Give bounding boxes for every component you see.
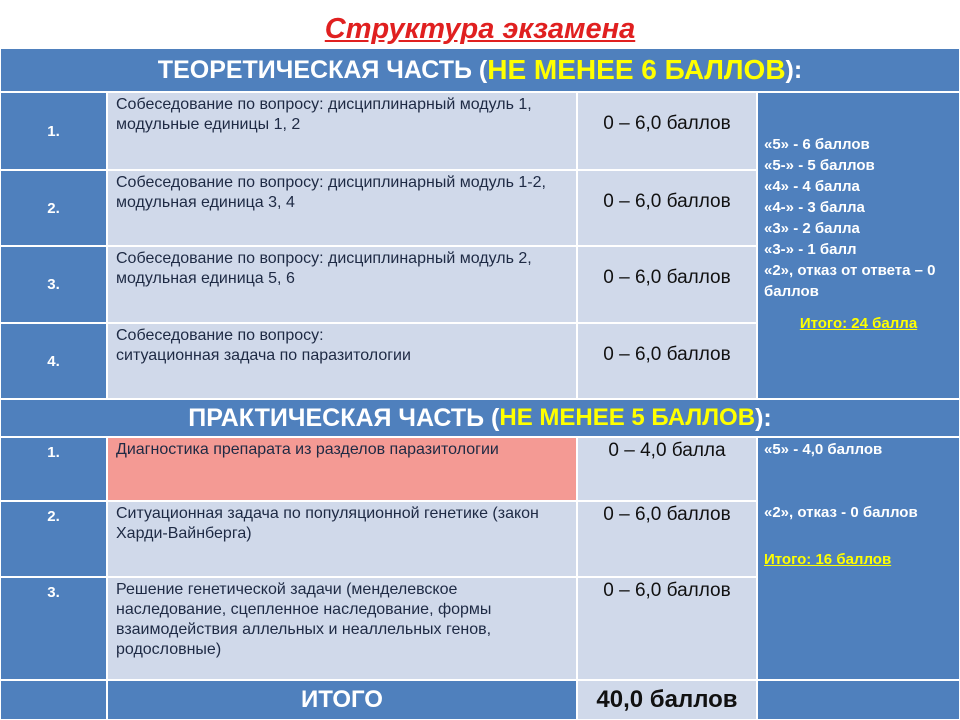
theory-header: [0, 48, 960, 92]
theory-grade-4: «4» - 4 балла: [764, 178, 860, 195]
theory-row-3-number: 3.: [0, 246, 107, 323]
practice-grade-5: «5» - 4,0 баллов: [764, 441, 883, 458]
practice-row-3-description: Решение генетической задачи (менделевское наследование, сцепленное наследование, формы взаимодействия аллельных и неаллельных генов, родословные): [107, 577, 577, 680]
theory-row-3-description: Собеседование по вопросу: дисциплинарный модуль 2, модульная единица 5, 6: [107, 246, 577, 323]
theory-row-1-number: 1.: [0, 92, 107, 170]
theory-header-prefix: ТЕОРЕТИЧЕСКАЯ ЧАСТЬ (: [157, 55, 488, 84]
theory-row-3-points: 0 – 6,0 баллов: [577, 246, 757, 323]
practice-row-1-description: Диагностика препарата из разделов паразитологии: [107, 437, 577, 501]
practice-row-3-number: 3.: [0, 577, 107, 680]
theory-grade-5: «5» - 6 баллов: [764, 136, 870, 153]
footer-total-label: ИТОГО: [107, 680, 577, 720]
practice-header-prefix: ПРАКТИЧЕСКАЯ ЧАСТЬ (: [188, 403, 500, 432]
practice-row-2-description: Ситуационная задача по популяционной генетике (закон Харди-Вайнберга): [107, 501, 577, 577]
theory-grade-3: «3» - 2 балла: [764, 220, 860, 237]
page-title: Структура экзамена: [324, 13, 636, 45]
theory-row-4-description-line1: Собеседование по вопросу:: [116, 327, 324, 344]
practice-header-highlight: НЕ МЕНЕЕ 5 БАЛЛОВ: [499, 404, 756, 431]
theory-grade-4-minus: «4-» - 3 балла: [764, 199, 865, 216]
practice-grade-2: «2», отказ - 0 баллов: [764, 504, 918, 521]
footer-side-cell: [757, 680, 960, 720]
practice-row-1-number: 1.: [0, 437, 107, 501]
practice-row-2-points: 0 – 6,0 баллов: [577, 501, 757, 577]
theory-row-2-number: 2.: [0, 170, 107, 246]
theory-row-1-description: Собеседование по вопросу: дисциплинарный модуль 1, модульные единицы 1, 2: [107, 92, 577, 170]
theory-grading-panel: [757, 92, 960, 399]
practice-row-3-points: 0 – 6,0 баллов: [577, 577, 757, 680]
theory-row-4-description: [107, 323, 577, 399]
theory-header-suffix: ):: [785, 55, 803, 84]
practice-grading-panel: [757, 437, 960, 680]
theory-header-highlight: НЕ МЕНЕЕ 6 БАЛЛОВ: [487, 54, 786, 85]
theory-row-4-number: 4.: [0, 323, 107, 399]
theory-grade-5-minus: «5-» - 5 баллов: [764, 157, 875, 174]
practice-row-1-points: 0 – 4,0 балла: [577, 437, 757, 501]
theory-row-4-description-line2: ситуационная задача по паразитологии: [116, 347, 411, 364]
theory-row-1-points: 0 – 6,0 баллов: [577, 92, 757, 170]
practice-total: Итого: 16 баллов: [764, 551, 892, 568]
theory-total: Итого: 24 балла: [799, 315, 918, 332]
practice-header-suffix: ):: [755, 403, 772, 432]
theory-row-4-points: 0 – 6,0 баллов: [577, 323, 757, 399]
theory-grade-2: «2», отказ от ответа – 0 баллов: [764, 262, 936, 300]
footer-empty-cell: [0, 680, 107, 720]
footer-total-points: 40,0 баллов: [577, 680, 757, 720]
theory-grade-3-minus: «3-» - 1 балл: [764, 241, 857, 258]
theory-row-2-description: Собеседование по вопросу: дисциплинарный модуль 1-2, модульная единица 3, 4: [107, 170, 577, 246]
practice-row-2-number: 2.: [0, 501, 107, 577]
theory-row-2-points: 0 – 6,0 баллов: [577, 170, 757, 246]
practice-header: [0, 399, 960, 437]
